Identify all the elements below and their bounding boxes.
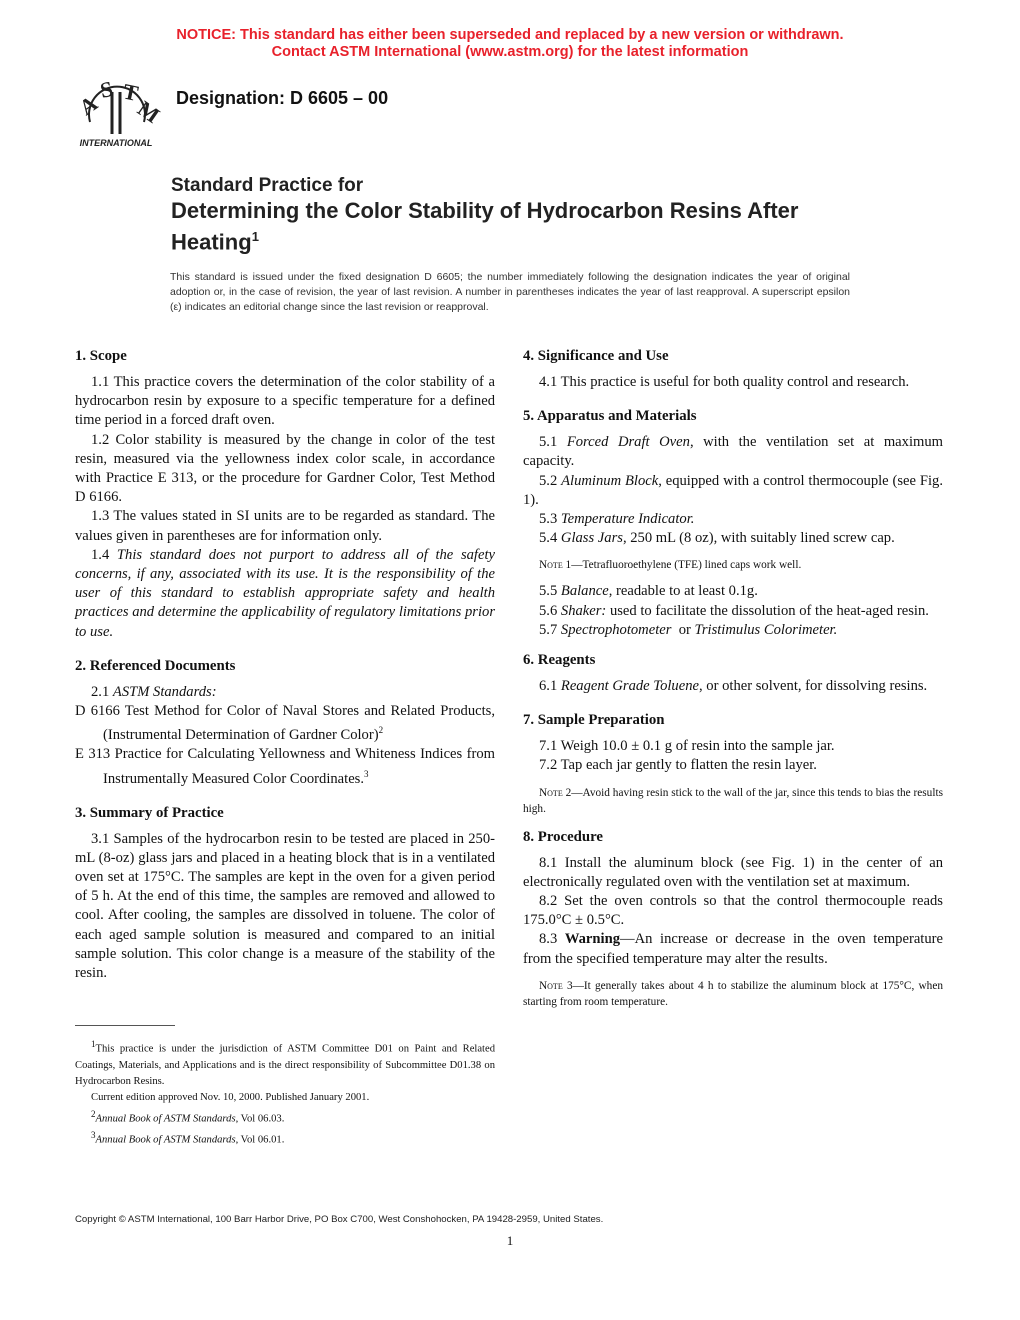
section-heading-apparatus: 5. Apparatus and Materials [523, 408, 697, 425]
designation: Designation: D 6605 – 00 [176, 88, 389, 108]
paragraph-5-5: 5.5 Balance, readable to at least 0.1g. [539, 583, 758, 600]
notice-line-1: NOTICE: This standard has either been superseded and replaced by a new version or withdrawn. [176, 27, 844, 43]
paragraph-7-2: 7.2 Tap each jar gently to flatten the resin layer. [539, 757, 817, 774]
reference-e313: E 313 Practice for Calculating Yellowness and Whiteness Indices from Instrumentally Measured Color Coordinates.$^3$ [75, 746, 495, 787]
notice-line-2: Contact ASTM International (www.astm.org) for the latest information [271, 44, 749, 60]
section-heading-reagents: 6. Reagents [523, 652, 596, 669]
paragraph-1-2: 1.2 Color stability is measured by the change in color of the test resin, measured via the yellowness index color scale, in accordance with Practice E 313, or the procedure for Gardner Color, Test Method D 6166. [75, 431, 495, 506]
title-footnote-mark: 1 [251, 229, 259, 244]
left-column [75, 346, 495, 997]
page-number: 1 [506, 1233, 514, 1248]
issuance-statement: This standard is issued under the fixed designation D 6605; the number immediately following the designation indicates the year of original adoption or, in the case of revision, the year of last revision. A number in parentheses indicates the year of last reapproval. A superscript epsilon (ε) indicates an editorial change since the last revision or reapproval. [170, 271, 850, 313]
paragraph-5-2: 5.2 Aluminum Block, equipped with a control thermocouple (see Fig. 1). [523, 472, 943, 508]
paragraph-5-6: 5.6 Shaker: used to facilitate the dissolution of the heat-aged resin. [539, 602, 929, 619]
note-2: Note 2—Avoid having resin stick to the wall of the jar, since this tends to bias the results high. [523, 786, 943, 815]
svg-text:S: S [97, 75, 116, 103]
document-title [171, 174, 891, 255]
paragraph-1-1: 1.1 This practice covers the determination of the color stability of a hydrocarbon resin by exposure to a specific temperature for a defined time period in a forced draft oven. [75, 374, 495, 429]
paragraph-7-1: 7.1 Weigh 10.0 ± 0.1 g of resin into the sample jar. [539, 738, 835, 755]
section-heading-procedure: 8. Procedure [523, 828, 603, 845]
footnote-divider [75, 1025, 175, 1026]
footnote-1-edition: Current edition approved Nov. 10, 2000. Published January 2001. [91, 1091, 370, 1103]
copyright-line: Copyright © ASTM International, 100 Barr Harbor Drive, PO Box C700, West Conshohocken, PA 19428-2959, United States. [75, 1214, 604, 1225]
section-heading-significance: 4. Significance and Use [523, 348, 669, 364]
title-line-3: Heating [171, 229, 252, 255]
title-line-2: Determining the Color Stability of Hydrocarbon Resins After [171, 198, 799, 223]
supersede-notice [0, 27, 1020, 61]
logo-wordmark: INTERNATIONAL [79, 138, 153, 148]
right-column [523, 346, 943, 1024]
paragraph-5-7: 5.7 Spectrophotometer or Tristimulus Colorimeter. [539, 621, 838, 638]
svg-text:M: M [133, 95, 164, 129]
svg-text:A: A [74, 90, 102, 121]
reference-d6166: D 6166 Test Method for Color of Naval Stores and Related Products, (Instrumental Determination of Gardner Color)$^2$ [75, 703, 495, 744]
section-heading-summary: 3. Summary of Practice [75, 804, 224, 821]
paragraph-2-1: 2.1 ASTM Standards: [91, 683, 217, 700]
footnote-3: $^3$Annual Book of ASTM Standards, Vol 06.01. [91, 1130, 285, 1146]
astm-logo [68, 72, 164, 152]
paragraph-5-1: 5.1 Forced Draft Oven, with the ventilation set at maximum capacity. [523, 434, 943, 470]
section-heading-scope: 1. Scope [75, 348, 127, 364]
paragraph-1-3: 1.3 The values stated in SI units are to be regarded as standard. The values given in parentheses are for information only. [75, 508, 495, 544]
footnote-1: $^1$This practice is under the jurisdiction of ASTM Committee D01 on Paint and Related Coatings, Materials, and Applications and is the direct responsibility of Subcommittee D01.38 on Hydrocarbon Resins. [75, 1039, 495, 1087]
note-1: Note 1—Tetrafluoroethylene (TFE) lined caps work well. [539, 559, 802, 572]
paragraph-8-2: 8.2 Set the oven controls so that the control thermocouple reads 175.0°C ± 0.5°C. [523, 893, 943, 929]
note-3: Note 3—It generally takes about 4 h to stabilize the aluminum block at 175°C, when starting from room temperature. [523, 979, 943, 1008]
paragraph-4-1: 4.1 This practice is useful for both quality control and research. [539, 374, 910, 390]
paragraph-6-1: 6.1 Reagent Grade Toluene, or other solvent, for dissolving resins. [539, 678, 928, 695]
footnotes [75, 1036, 495, 1149]
svg-text:T: T [120, 78, 141, 106]
section-heading-referenced-documents: 2. Referenced Documents [75, 657, 236, 674]
paragraph-3-1: 3.1 Samples of the hydrocarbon resin to be tested are placed in 250-mL (8-oz) glass jars and placed in a heating block that is in a ventilated oven set at 175°C. The samples are kept in the oven for a given period of 5 h. At the end of this time, the samples are removed and allowed to cool. After cooling, the samples are dissolved in toluene. The color of each aged sample solution is measured and compared to an initial sample solution. This color change is a measure of the stability of the resin. [75, 830, 495, 981]
title-line-1: Standard Practice for [171, 175, 364, 196]
footnote-2: $^2$Annual Book of ASTM Standards, Vol 06.03. [91, 1108, 285, 1125]
paragraph-5-3: 5.3 Temperature Indicator. [539, 511, 695, 528]
paragraph-8-1: 8.1 Install the aluminum block (see Fig. 1) in the center of an electronically regulated oven with the ventilation set at maximum. [523, 854, 943, 890]
paragraph-5-4: 5.4 Glass Jars, 250 mL (8 oz), with suitably lined screw cap. [539, 530, 895, 547]
paragraph-8-3: 8.3 Warning—An increase or decrease in the oven temperature from the specified temperature may alter the results. [523, 931, 943, 967]
paragraph-1-4: 1.4 This standard does not purport to address all of the safety concerns, if any, associated with its use. It is the responsibility of the user of this standard to establish appropriate safety and health practices and determine the applicability of regulatory limitations prior to use. [75, 546, 495, 640]
section-heading-sample-preparation: 7. Sample Preparation [523, 712, 665, 729]
